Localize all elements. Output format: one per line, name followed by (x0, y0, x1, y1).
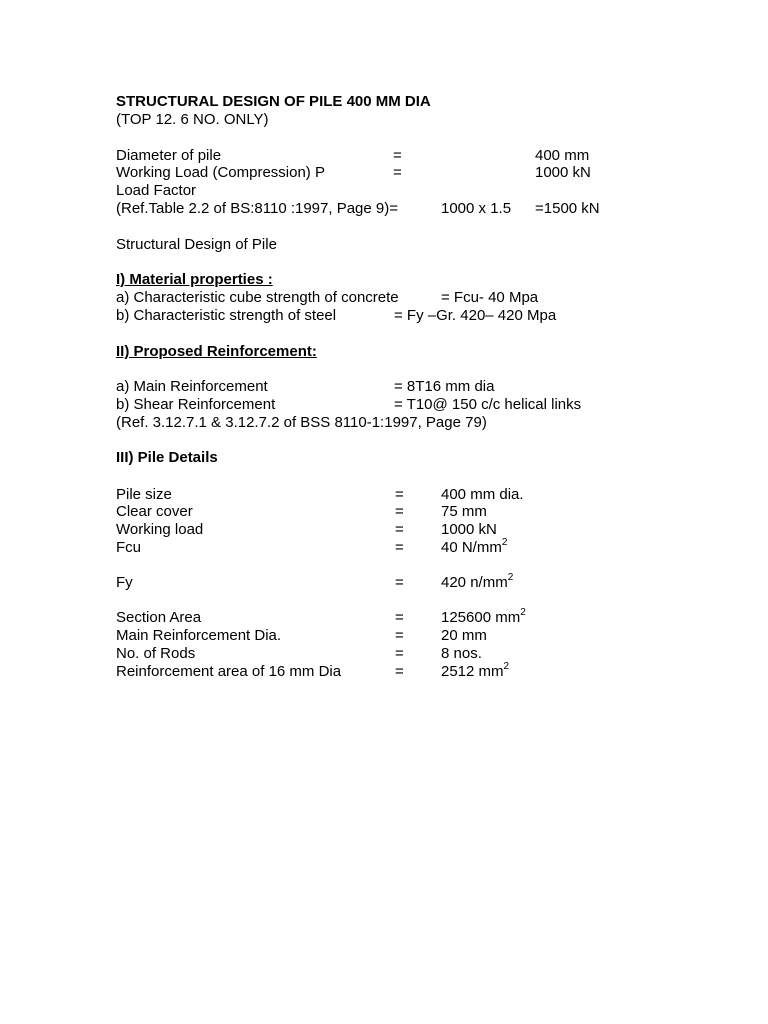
fy-equals: = (395, 574, 404, 591)
no-of-rods-value: 8 nos. (441, 645, 482, 662)
main-reinforcement-dia-label: Main Reinforcement Dia. (116, 627, 282, 644)
section-area-value: 125600 $mm^2$ (441, 607, 526, 626)
clear-cover-value: 75 mm (441, 503, 487, 520)
working-load-label: Working Load (Compression) P (116, 164, 325, 181)
material-properties-heading: I) Material properties : (116, 271, 273, 288)
clear-cover-equals: = (395, 503, 404, 520)
load-factor-label: Load Factor (116, 182, 197, 199)
fy-value: 420 $n/mm^2$ (441, 572, 514, 591)
document-subtitle: (TOP 12. 6 NO. ONLY) (116, 111, 269, 128)
section-area-equals: = (395, 609, 404, 626)
working-load-equals: = (393, 164, 402, 181)
load-factor-calc: 1000 x 1.5 (441, 200, 512, 217)
diameter-equals: = (393, 147, 402, 164)
main-reinforcement-dia-equals: = (395, 627, 404, 644)
concrete-strength-label: a) Characteristic cube strength of concrete (116, 289, 399, 306)
load-factor-reference: (Ref.Table 2.2 of BS:8110 :1997, Page 9)= (116, 200, 398, 217)
fcu-superscript: 2 (501, 537, 508, 548)
proposed-reinforcement-heading: II) Proposed Reinforcement: (116, 343, 317, 360)
main-reinforcement-label: a) Main Reinforcement (116, 378, 268, 395)
shear-reinforcement-value: = T10@ 150 c/c helical links (394, 396, 582, 413)
concrete-strength-value: = Fcu- 40 Mpa (441, 289, 539, 306)
fcu-label: Fcu (116, 539, 142, 556)
pile-size-label: Pile size (116, 486, 172, 503)
steel-strength-label: b) Characteristic strength of steel (116, 307, 337, 324)
reinforcement-area-label: Reinforcement area of 16 mm Dia (116, 663, 342, 680)
working-load-detail-label: Working load (116, 521, 204, 538)
fy-label: Fy (116, 574, 133, 591)
steel-strength-value: = Fy –Gr. 420– 420 Mpa (394, 307, 557, 324)
working-load-value: 1000 kN (535, 164, 591, 181)
reinforcement-area-superscript: 2 (503, 661, 510, 672)
fcu-value: 40 $N/mm^2$ (441, 537, 508, 556)
structural-design-heading: Structural Design of Pile (116, 236, 277, 253)
fy-superscript: 2 (507, 572, 514, 583)
clear-cover-label: Clear cover (116, 503, 193, 520)
reinforcement-reference: (Ref. 3.12.7.1 & 3.12.7.2 of BSS 8110-1:1997, Page 79) (116, 414, 487, 431)
reinforcement-area-value: 2512 $mm^2$ (441, 661, 510, 680)
main-reinforcement-dia-value: 20 mm (441, 627, 487, 644)
section-area-label: Section Area (116, 609, 202, 626)
main-reinforcement-value: = 8T16 mm dia (394, 378, 495, 395)
no-of-rods-equals: = (395, 645, 404, 662)
working-load-detail-value: 1000 kN (441, 521, 497, 538)
load-factor-result: =1500 kN (535, 200, 600, 217)
pile-size-equals: = (395, 486, 404, 503)
section-area-superscript: 2 (520, 607, 526, 618)
diameter-value: 400 mm (535, 147, 590, 164)
working-load-detail-equals: = (395, 521, 404, 538)
no-of-rods-label: No. of Rods (116, 645, 196, 662)
pile-size-value: 400 mm dia. (441, 486, 524, 503)
fcu-equals: = (395, 539, 404, 556)
pile-details-heading: III) Pile Details (116, 449, 218, 466)
shear-reinforcement-label: b) Shear Reinforcement (116, 396, 276, 413)
reinforcement-area-equals: = (395, 663, 404, 680)
document-title: STRUCTURAL DESIGN OF PILE 400 MM DIA (116, 93, 431, 110)
diameter-label: Diameter of pile (116, 147, 222, 164)
